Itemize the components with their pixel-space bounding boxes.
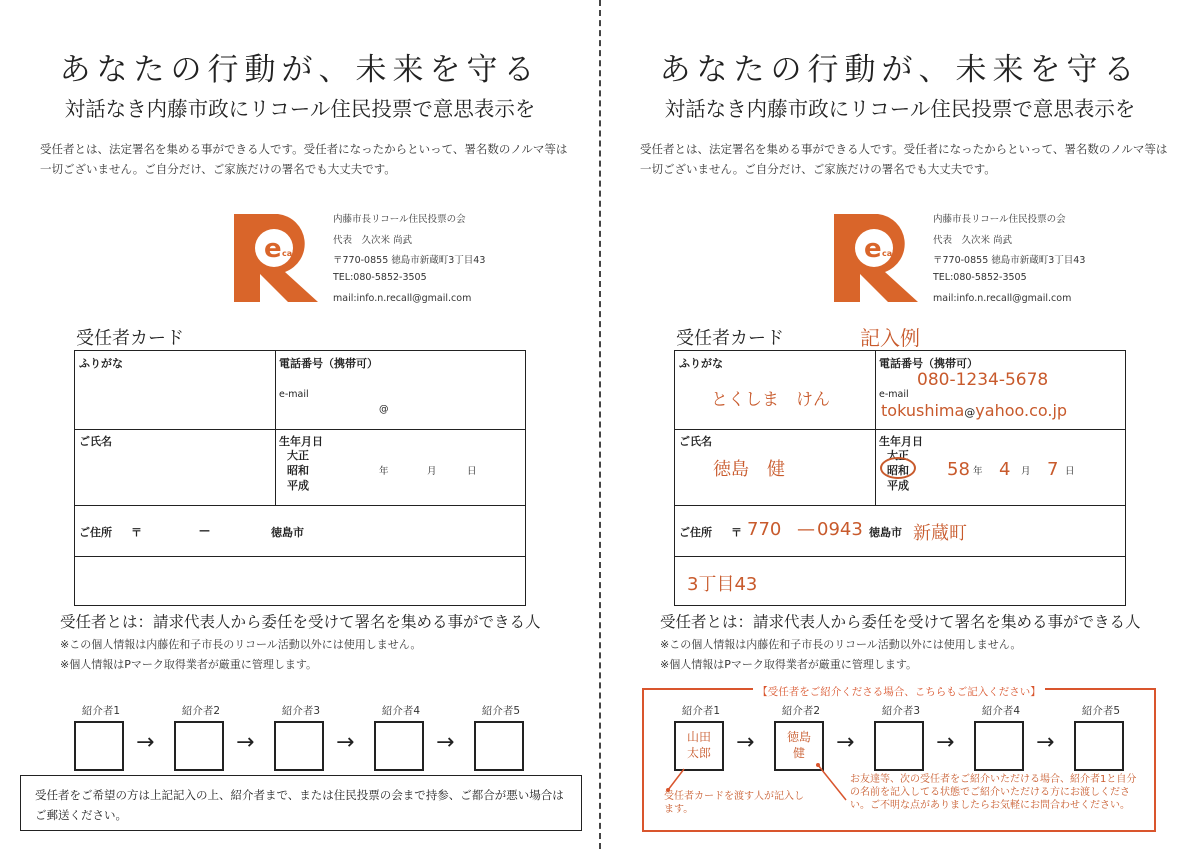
- arrow-icon: →: [136, 730, 155, 755]
- intro-text: 受任者とは、法定署名を集める事ができる人です。受任者になったからといって、署名数のノルマ等は 一切ございません。ご自分だけ、ご家族だけの署名でも大丈夫です。: [40, 142, 568, 176]
- svg-text:call: call: [882, 249, 898, 258]
- email-label: e-mail: [279, 389, 309, 400]
- example-postal-1: 770: [747, 519, 782, 540]
- appointee-card-form: ふりがな 電話番号（携帯可） e-mail @ ご氏名 生年月日 大正 昭和 平成 年 月 日 ご住所 〒 — 徳島市: [74, 350, 526, 606]
- address-label: ご住所: [79, 526, 112, 539]
- introducer-box-1: [74, 721, 124, 771]
- privacy-note-1: ※この個人情報は内藤佐和子市長のリコール活動以外には使用しません。: [60, 638, 422, 651]
- furigana-label: ふりがな: [79, 357, 123, 370]
- example-day: 7: [1047, 459, 1059, 480]
- org-rep: 代表 久次米 尚武: [333, 235, 413, 246]
- arrow-icon: →: [736, 730, 755, 755]
- svg-text:call: call: [282, 249, 298, 258]
- org-address: 〒770-0855 徳島市新蔵町3丁目43: [333, 255, 486, 266]
- bottom-note: 受任者をご希望の方は上記記入の上、紹介者まで、または住民投票の会まで持参、ご都合が悪い場合はご郵送ください。: [20, 775, 582, 831]
- appointee-card-example: ふりがな 電話番号（携帯可） e-mail ご氏名 生年月日 大正 昭和 平成 年 月 日 ご住所 〒 徳島市 とくしま けん 080-1234-5678 tokushima@yahoo.co.jp 徳島 健 58 4 7 770 — 0943 新蔵町 3丁目43: [674, 350, 1126, 606]
- org-tel: TEL:080-5852-3505: [933, 272, 1027, 283]
- example-furigana: とくしま けん: [711, 390, 830, 410]
- introducer-box-3: [274, 721, 324, 771]
- example-block: 3丁目43: [687, 574, 758, 595]
- right-panel-example: あなたの行動が、未来を守る 対話なき内藤市政にリコール住民投票で意思表示を 受任者とは、法定署名を集める事ができる人です。受任者になったからといって、署名数のノルマ等は 一切ございません。ご自分だけ、ご家族だけの署名でも大丈夫です。 e call 内藤市長リコール住民投票の会 代表 久次米 尚武 〒770-0855 徳島市新蔵町3丁目43 TEL:080-5852-3505 mail:info.n.recall@gmail.com 受任者カード 記入例 ふりがな 電話番号（携帯可） e-mail ご氏名 生年月日 大正 昭和 平成 年 月 日 ご住所 〒 徳島市 とくしま けん 080-1234-5678 tokushima@yahoo.co.jp 徳島 健 58 4 7 770 — 0943 新蔵町 3丁目43 受任者とは：請求代表人から委任を受けて署名を集める事ができる人 ※この個人情報は内藤佐和子市長のリコール活動以外には使用しません。 ※個人情報はPマーク取得業者が厳重に管理します。 【受任者をご紹介くださる場合、こちらもご記入ください】 紹介者1 紹介者2 紹介者3 紹介者4 紹介者5 山田 太郎 徳島 健 → → → → 受任者カードを渡す人が記入します。 お友達等、次の受任者をご紹介いただける場合、紹介者1と自分の名前を記入してる状態でご紹介いただける方にお渡しください。ご不明な点がありましたらお気軽にお問合わせください。: [600, 0, 1200, 849]
- card-title: 受任者カード: [676, 328, 784, 349]
- example-name: 徳島 健: [713, 459, 785, 480]
- example-town: 新蔵町: [913, 523, 967, 544]
- org-name: 内藤市長リコール住民投票の会: [933, 214, 1066, 225]
- introducer-box-2: [174, 721, 224, 771]
- org-address: 〒770-0855 徳島市新蔵町3丁目43: [933, 255, 1086, 266]
- example-email: tokushima@yahoo.co.jp: [881, 401, 1068, 420]
- org-mail: mail:info.n.recall@gmail.com: [933, 293, 1072, 304]
- introducer-box-4: [374, 721, 424, 771]
- note-right: お友達等、次の受任者をご紹介いただける場合、紹介者1と自分の名前を記入してる状態でご紹介いただける方にお渡しください。ご不明な点がありましたらお気軽にお問合わせください。: [850, 774, 1137, 811]
- arrow-icon: →: [336, 730, 355, 755]
- arrow-icon: →: [936, 730, 955, 755]
- example-month: 4: [999, 459, 1011, 480]
- example-phone: 080-1234-5678: [917, 370, 1049, 390]
- email-at-sign: @: [379, 404, 389, 415]
- introducer-box-5: [474, 721, 524, 771]
- arrow-icon: →: [436, 730, 455, 755]
- svg-text:e: e: [264, 234, 282, 264]
- phone-label: 電話番号（携帯可）: [279, 357, 378, 370]
- introducer-box-1: 山田 太郎: [674, 721, 724, 771]
- callout-lines: [600, 0, 1200, 849]
- note-left: 受任者カードを渡す人が記入します。: [664, 791, 804, 815]
- org-mail: mail:info.n.recall@gmail.com: [333, 293, 472, 304]
- org-rep: 代表 久次米 尚武: [933, 235, 1013, 246]
- org-tel: TEL:080-5852-3505: [333, 272, 427, 283]
- intro-text: 受任者とは、法定署名を集める事ができる人です。受任者になったからといって、署名数のノルマ等は 一切ございません。ご自分だけ、ご家族だけの署名でも大丈夫です。: [640, 142, 1168, 176]
- appointee-definition: 受任者とは：請求代表人から委任を受けて署名を集める事ができる人: [660, 613, 1141, 631]
- left-panel: あなたの行動が、未来を守る 対話なき内藤市政にリコール住民投票で意思表示を 受任者とは、法定署名を集める事ができる人です。受任者になったからといって、署名数のノルマ等は 一切ございません。ご自分だけ、ご家族だけの署名でも大丈夫です。 e call 内藤市長リコール住民投票の会 代表 久次米 尚武 〒770-0855 徳島市新蔵町3丁目43 TEL:080-5852-3505 mail:info.n.recall@gmail.com 受任者カード ふりがな 電話番号（携帯可） e-mail @ ご氏名 生年月日 大正 昭和 平成 年 月 日 ご住所 〒 — 徳島市 受任者とは：請求代表人から委任を受けて署名を集める事ができる人 ※この個人情報は内藤佐和子市長のリコール活動以外には使用しません。 ※個人情報はPマーク取得業者が厳重に管理します。 紹介者1 紹介者2 紹介者3 紹介者4 紹介者5 → → → → 受任者をご希望の方は上記記入の上、紹介者まで、または住民投票の会まで持参、ご都合が悪い場合はご郵送ください。: [0, 0, 600, 849]
- sub-title: 対話なき内藤市政にリコール住民投票で意思表示を: [664, 97, 1136, 121]
- sub-title: 対話なき内藤市政にリコール住民投票で意思表示を: [64, 97, 536, 121]
- recall-logo: [230, 212, 320, 304]
- example-label: 記入例: [860, 326, 920, 350]
- example-postal-dash: —: [797, 519, 815, 540]
- main-title: あなたの行動が、未来を守る: [59, 52, 541, 88]
- name-label: ご氏名: [79, 435, 112, 448]
- arrow-icon: →: [1036, 730, 1055, 755]
- card-title: 受任者カード: [76, 328, 184, 349]
- appointee-definition: 受任者とは：請求代表人から委任を受けて署名を集める事ができる人: [60, 613, 541, 631]
- example-year: 58: [947, 459, 970, 480]
- introducer-example-frame: 【受任者をご紹介くださる場合、こちらもご記入ください】: [642, 688, 1156, 832]
- org-name: 内藤市長リコール住民投票の会: [333, 214, 466, 225]
- arrow-icon: →: [836, 730, 855, 755]
- birthdate-label: 生年月日: [279, 435, 323, 448]
- arrow-icon: →: [236, 730, 255, 755]
- introducer-box-2: 徳島 健: [774, 721, 824, 771]
- svg-text:e: e: [864, 234, 882, 264]
- example-postal-2: 0943: [817, 519, 863, 540]
- main-title: あなたの行動が、未来を守る: [659, 52, 1141, 88]
- privacy-note-2: ※個人情報はPマーク取得業者が厳重に管理します。: [60, 658, 317, 671]
